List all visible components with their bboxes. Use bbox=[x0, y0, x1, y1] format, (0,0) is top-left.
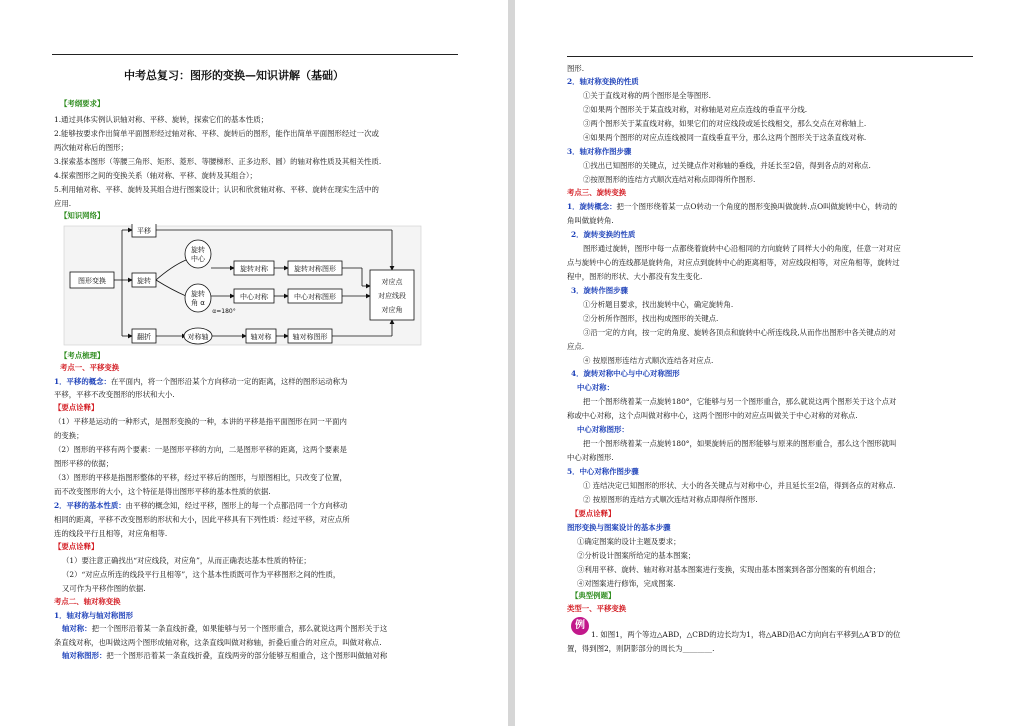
knowledge-network-heading: 【知识网络】 bbox=[60, 211, 105, 220]
p1-concept-label: 1．平移的概念： bbox=[54, 377, 111, 386]
diagram-result-label: 对应点 bbox=[381, 278, 403, 286]
r3-sub2: 2．旋转变换的性质 bbox=[571, 230, 636, 239]
r3-sub4: 4．旋转对称中心与中心对称图形 bbox=[571, 369, 680, 378]
key-points-label: 【要点诠释】 bbox=[54, 542, 99, 551]
p2-axis-line: 条直线对称，也叫做这两个图形成轴对称，这条直线叫做对称轴，折叠后重合的对应点，叫做对称点. bbox=[54, 638, 382, 647]
diagram-center-sym-label: 中心对称 bbox=[240, 293, 268, 301]
center-fig-label: 中心对称图形： bbox=[577, 425, 629, 434]
page-title: 中考总复习：图形的变换—知识讲解（基础） bbox=[124, 69, 344, 82]
point3-title: 考点三、旋转变换 bbox=[567, 188, 627, 197]
review-heading: 【考点梳理】 bbox=[60, 351, 105, 360]
header-rule bbox=[52, 54, 458, 55]
diagram-root-label: 图形变换 bbox=[78, 277, 106, 285]
r3-step5-line: ① 连结决定已知图形的形状、大小的各关键点与对称中心，并且延长至2倍，得到各点的对称点. bbox=[583, 481, 896, 490]
design-heading: 图形变换与图案设计的基本步骤 bbox=[567, 523, 671, 532]
p2-fig-label: 轴对称图形： bbox=[62, 651, 107, 660]
diagram-rot-sym-label: 旋转对称 bbox=[240, 265, 268, 273]
design-step-line: ③利用平移、旋转、轴对称对基本图案进行变换，实现由基本图案到各部分图案的有机组合； bbox=[577, 565, 881, 574]
design-step-line: ②分析设计图案所给定的基本图案； bbox=[577, 551, 696, 560]
question-line: 1. 如图1，两个等边△ABD，△CBD的边长均为1，将△ABD沿AC方向向右平移到△A′B′D′的位 bbox=[591, 630, 901, 639]
p2-axis-label: 轴对称： bbox=[62, 624, 92, 633]
diagram-rot-sym-fig-label: 旋转对称图形 bbox=[294, 265, 336, 273]
r-sub3: 3．轴对称作图步骤 bbox=[567, 147, 632, 156]
exam-req-line: 2.能够按要求作出简单平面图形经过轴对称、平移、旋转后的图形，能作出简单平面图形经过一次或 bbox=[54, 129, 379, 138]
r-prop-line: ②如果两个图形关于某直线对称，对称轴是对应点连线的垂直平分线. bbox=[583, 105, 808, 114]
p1-prop-line: 连的线段平行且相等，对应角相等. bbox=[54, 529, 168, 538]
diagram-flip-label: 翻折 bbox=[137, 333, 151, 341]
r3-sub5: 5．中心对称作图步骤 bbox=[567, 467, 639, 476]
p2-axis-line: 把一个图形沿着某一条直线折叠，如果能够与另一个图形重合，那么就说这两个图形关于这 bbox=[91, 624, 388, 633]
p1-concept-line: 平移，平移不改变图形的形状和大小. bbox=[54, 390, 175, 399]
example-badge-label: 例 bbox=[575, 620, 585, 631]
r-prop-line: ①关于直线对称的两个图形是全等图形. bbox=[583, 91, 711, 100]
r-step-line: ②按原图形的连结方式顺次连结对称点即得所作图形. bbox=[583, 175, 756, 184]
p1-key2-line: （1）要注意正确找出“对应线段，对应角”，从而正确表达基本性质的特征； bbox=[62, 556, 311, 565]
exam-req-line: 应用. bbox=[54, 199, 72, 208]
center-fig-line: 中心对称图形. bbox=[567, 453, 614, 462]
p1-key-line: （2）图形的平移有两个要素：一是图形平移的方向，二是图形平移的距离，这两个要素是 bbox=[54, 445, 347, 454]
r3-step-line: ③沿一定的方向，按一定的角度、旋转各顶点和旋转中心所连线段,从而作出图形中各关键点的对 bbox=[583, 328, 896, 337]
diagram-translate-label: 平移 bbox=[137, 227, 151, 235]
type1-title: 类型一、平移变换 bbox=[567, 604, 627, 613]
diagram-rot-center-label: 旋转 bbox=[191, 246, 205, 254]
header-rule bbox=[567, 56, 973, 57]
r3-prop-line: 图形通过旋转，图形中每一点都绕着旋转中心沿相同的方向旋转了同样大小的角度，任意一对对应 bbox=[583, 244, 901, 253]
p1-key-line: （3）图形的平移是指图形整体的平移，经过平移后的图形，与原图相比，只改变了位置， bbox=[54, 473, 347, 482]
diagram-rot-center-label: 中心 bbox=[191, 255, 205, 263]
diagram-rotate-label: 旋转 bbox=[137, 277, 151, 285]
design-step-line: ④对图案进行修饰，完成图案. bbox=[577, 579, 676, 588]
r3-step-line: ①分析题目要求，找出旋转中心，确定旋转角. bbox=[583, 300, 734, 309]
p1-prop-line: 由平移的概念知，经过平移，图形上的每一个点都沿同一个方向移动 bbox=[125, 501, 348, 510]
r3-step5-line: ② 按原图形的连结方式顺次连结对称点即得所作图形. bbox=[583, 495, 758, 504]
p1-key2-line: （2）“对应点所连的线段平行且相等”，这个基本性质既可作为平移图形之间的性质， bbox=[62, 570, 341, 579]
p1-key-line: 而不改变图形的大小，这个特征是得出图形平移的基本性质的依据. bbox=[54, 487, 271, 496]
p2-sub1: 1．轴对称与轴对称图形 bbox=[54, 611, 134, 620]
diagram-axis-sym-label: 轴对称 bbox=[250, 333, 272, 341]
exam-requirements-heading: 【考纲要求】 bbox=[60, 99, 105, 108]
center-sym-line: 把一个图形绕着某一点旋转180°，它能够与另一个图形重合，那么就说这两个图形关于这个点对 bbox=[583, 397, 897, 406]
left-page bbox=[0, 0, 508, 726]
exam-req-line: 5.利用轴对称、平移、旋转及其组合进行图案设计；认识和欣赏轴对称、平移、旋转在现实生活中的 bbox=[54, 185, 379, 194]
question-line: 置，得到图2，则阴影部分的周长为________. bbox=[567, 644, 715, 653]
right-page bbox=[515, 0, 1024, 726]
r3-prop-line: 程中，图形的形状、大小都没有发生变化. bbox=[567, 272, 703, 281]
exam-req-line: 3.探索基本图形（等腰三角形、矩形、菱形、等腰梯形、正多边形、圆）的轴对称性质及其相关性质. bbox=[54, 157, 382, 166]
p1-key-line: 的变换； bbox=[54, 431, 84, 440]
continued-text: 图形. bbox=[567, 64, 585, 73]
r3-step-line: ②分析所作图形，找出构成图形的关键点. bbox=[583, 314, 719, 323]
center-sym-line: 称或中心对称，这个点叫做对称中心，这两个图形中的对应点叫做关于中心对称的对称点. bbox=[567, 411, 858, 420]
diagram-rot-angle-label: 角 α bbox=[191, 299, 205, 307]
r3-step-line: ④ 按原图形连结方式顺次连结各对应点. bbox=[583, 356, 714, 365]
diagram-result-label: 对应角 bbox=[381, 306, 403, 314]
r3-concept-line: 角叫做旋转角. bbox=[567, 216, 614, 225]
diagram-axis-label: 对称轴 bbox=[187, 333, 209, 341]
r3-concept-label: 1．旋转概念： bbox=[567, 202, 617, 211]
exam-req-line: 4.探索图形之间的变换关系（轴对称、平移、旋转及其组合）； bbox=[54, 171, 257, 180]
r3-concept-line: 把一个图形绕着某一点O转动一个角度的图形变换叫做旋转.点O叫做旋转中心，转动的 bbox=[616, 202, 898, 211]
r3-step-line: 应点. bbox=[567, 342, 585, 351]
diagram-rot-angle-label: 旋转 bbox=[191, 290, 205, 298]
diagram-axis-sym-fig-label: 轴对称图形 bbox=[292, 333, 328, 341]
r-prop-line: ③两个图形关于某直线对称，如果它们的对应线段或延长线相交，那么交点在对称轴上. bbox=[583, 119, 867, 128]
exam-req-line: 1.通过具体实例认识轴对称、平移、旋转，探索它们的基本性质； bbox=[54, 115, 268, 124]
p1-prop-line: 相同的距离，平移不改变图形的形状和大小，因此平移具有下列性质：经过平移，对应点所 bbox=[54, 515, 350, 524]
p1-concept-line: 在平面内，将一个图形沿某个方向移动一定的距离，这样的图形运动称为 bbox=[110, 377, 348, 386]
p1-key-line: 图形平移的依据； bbox=[54, 459, 114, 468]
center-sym-label: 中心对称： bbox=[577, 383, 614, 392]
point2-title: 考点二、轴对称变换 bbox=[54, 597, 121, 606]
design-step-line: ①确定图案的设计主题及要求； bbox=[577, 537, 681, 546]
p1-key-line: （1）平移是运动的一种形式，是图形变换的一种，本讲的平移是指平面图形在同一平面内 bbox=[54, 417, 347, 426]
example-heading: 【典型例题】 bbox=[571, 591, 616, 600]
r3-sub3: 3．旋转作图步骤 bbox=[571, 286, 628, 295]
r-sub2: 2．轴对称变换的性质 bbox=[567, 77, 639, 86]
key-points-label: 【要点诠释】 bbox=[571, 509, 616, 518]
example-badge bbox=[571, 617, 589, 635]
p2-fig-line: 把一个图形沿着某一条直线折叠，直线两旁的部分能够互相重合，这个图形叫做轴对称 bbox=[106, 651, 388, 660]
point1-title: 考点一、平移变换 bbox=[60, 363, 120, 372]
r-prop-line: ④如果两个图形的对应点连线被同一直线垂直平分，那么这两个图形关于这条直线对称. bbox=[583, 133, 867, 142]
knowledge-network-diagram bbox=[62, 224, 424, 348]
r-step-line: ①找出已知图形的关键点，过关键点作对称轴的垂线，并延长至2倍，得到各点的对称点. bbox=[583, 161, 871, 170]
key-points-label: 【要点诠释】 bbox=[54, 403, 99, 412]
r3-prop-line: 点与旋转中心的连线都是旋转角，对应点到旋转中心的距离相等，对应线段相等，对应角相等，旋转过 bbox=[567, 258, 900, 267]
center-fig-line: 把一个图形绕着某一点旋转180°，如果旋转后的图形能够与原来的图形重合，那么这个图形就叫 bbox=[583, 439, 897, 448]
exam-req-line: 两次轴对称后的图形； bbox=[54, 143, 128, 152]
diagram-alpha-label: α=180° bbox=[212, 308, 236, 315]
diagram-result-label: 对应线段 bbox=[378, 292, 406, 300]
p1-prop-label: 2．平移的基本性质： bbox=[54, 501, 126, 510]
diagram-center-sym-fig-label: 中心对称图形 bbox=[294, 293, 336, 301]
p1-key2-line: 又可作为平移作图的依据. bbox=[62, 584, 146, 593]
